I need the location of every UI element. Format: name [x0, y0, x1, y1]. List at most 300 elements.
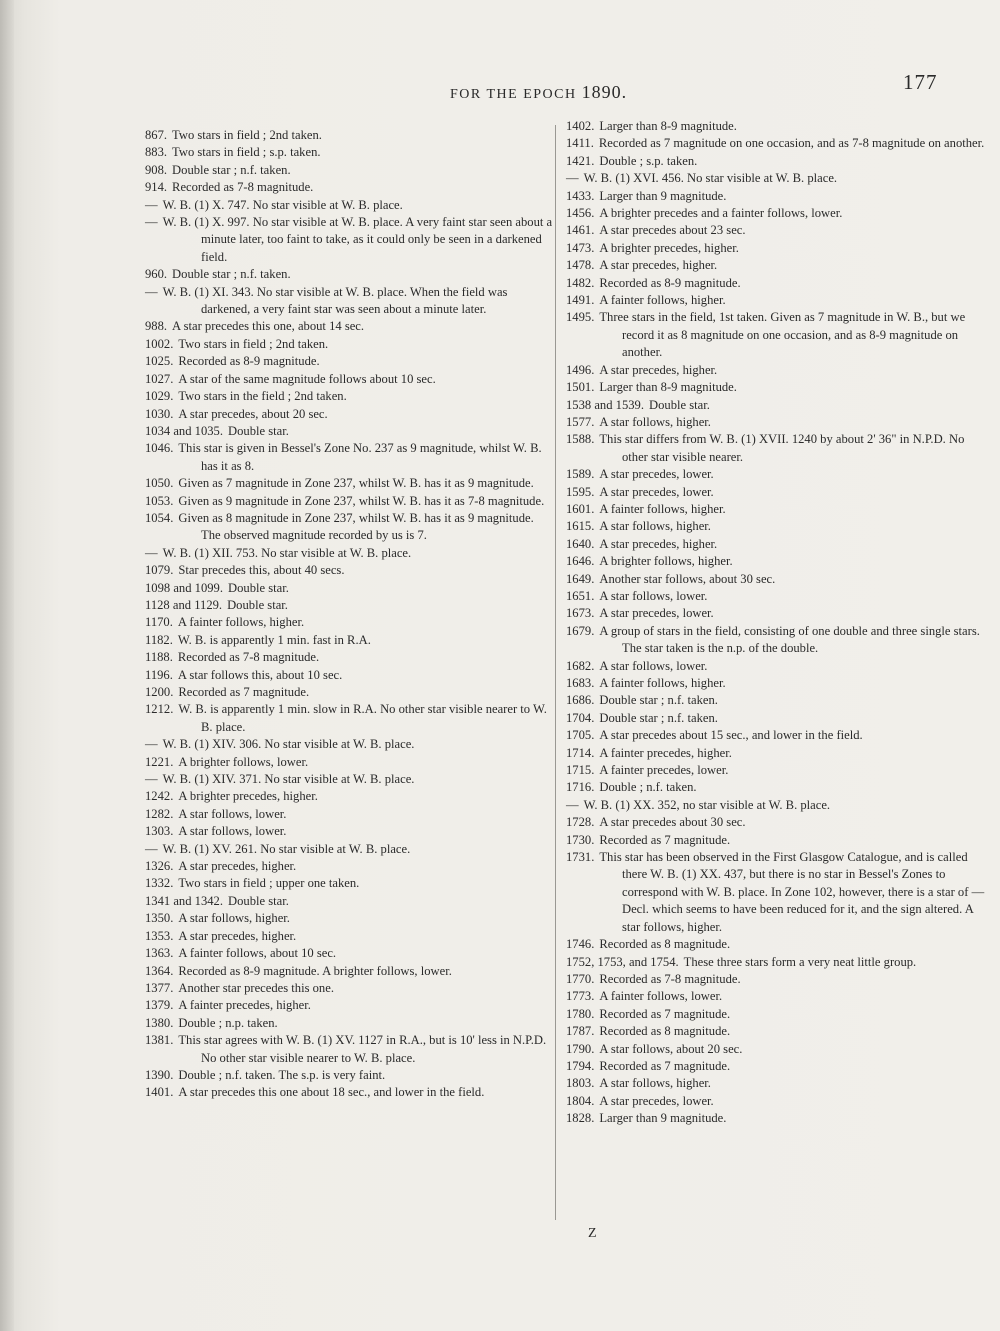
entry-number: 1577.	[566, 414, 595, 429]
entry-text: A star follows, higher.	[599, 414, 711, 429]
note-entry	[566, 484, 986, 501]
entry-text: Larger than 8-9 magnitude.	[599, 119, 737, 133]
entry-number: —	[145, 772, 158, 787]
entry-number: 1381.	[145, 1033, 174, 1048]
note-entry	[145, 440, 555, 475]
note-entry	[145, 788, 555, 805]
note-entry	[145, 997, 555, 1014]
entry-number: 1282.	[145, 806, 174, 821]
entry-number: 1242.	[145, 789, 174, 804]
entry-number: 1326.	[145, 859, 174, 874]
entry-text: A brighter follows, higher.	[599, 554, 733, 569]
entry-number: 1379.	[145, 998, 174, 1013]
note-entry	[566, 1075, 986, 1092]
entry-text: Three stars in the field, 1st taken. Given as 7 magnitude in W. B., but we record it as 8 magnitude on one occasion, and as 8-9 magnitude on another.	[599, 310, 966, 360]
entry-number: 1046.	[145, 441, 174, 456]
entry-text: A star precedes, higher.	[599, 258, 718, 273]
note-entry	[566, 362, 986, 379]
note-entry	[566, 536, 986, 553]
entry-text: A star precedes about 30 sec.	[599, 815, 746, 830]
entry-number: 914.	[145, 180, 168, 195]
note-entry	[566, 849, 986, 936]
entry-text: Double star ; n.f. taken.	[599, 693, 718, 708]
entry-number: 1705.	[566, 728, 595, 743]
note-entry	[145, 371, 555, 388]
entry-number: —	[145, 215, 158, 230]
entry-number: 1188.	[145, 650, 173, 665]
note-entry	[145, 127, 555, 144]
note-entry	[145, 910, 555, 927]
entry-text: W. B. (1) XVI. 456. No star visible at W. B. place.	[583, 171, 838, 186]
entry-text: Recorded as 7-8 magnitude.	[599, 971, 741, 986]
entry-text: Double star.	[228, 580, 289, 595]
note-entry	[566, 1093, 986, 1110]
entry-number: 1715.	[566, 763, 595, 778]
entry-text: Double ; n.f. taken.	[599, 780, 697, 795]
entry-text: Two stars in field ; upper one taken.	[178, 876, 360, 891]
entry-number: 1029.	[145, 389, 174, 404]
entry-number: 1401.	[145, 1085, 174, 1100]
entry-text: W. B. (1) XII. 753. No star visible at W. B. place.	[162, 545, 412, 560]
page-number: 177	[903, 70, 938, 94]
entry-text: Double star ; n.f. taken.	[599, 710, 718, 725]
entry-number: 1473.	[566, 240, 595, 255]
entry-text: Given as 7 magnitude in Zone 237, whilst W. B. has it as 9 magnitude.	[178, 476, 534, 491]
entry-number: 1002.	[145, 336, 174, 351]
entry-text: A brighter precedes, higher.	[599, 240, 739, 255]
note-entry	[566, 135, 986, 152]
entry-number: 1588.	[566, 432, 595, 447]
entry-text: A star precedes, higher.	[178, 859, 297, 874]
note-entry	[566, 658, 986, 675]
note-entry	[566, 518, 986, 535]
page-spine-shadow	[0, 0, 14, 1331]
entry-number: 1341 and 1342.	[145, 893, 224, 908]
entry-text: A star precedes, higher.	[599, 362, 718, 377]
entry-text: Recorded as 7-8 magnitude.	[177, 650, 320, 665]
signature-mark: Z	[588, 1226, 597, 1241]
note-entry	[566, 1041, 986, 1058]
entry-text: A brighter precedes, higher.	[178, 789, 318, 804]
entry-number: 1170.	[145, 615, 173, 630]
entry-text: Recorded as 7 magnitude.	[599, 1058, 731, 1073]
entry-number: 1421.	[566, 153, 595, 168]
entry-number: 1034 and 1035.	[145, 423, 224, 438]
entry-number: 1364.	[145, 963, 174, 978]
note-entry	[566, 832, 986, 849]
entry-text: Recorded as 7 magnitude.	[599, 1006, 731, 1021]
note-entry	[566, 205, 986, 222]
entry-text: A fainter precedes, higher.	[599, 745, 732, 760]
entry-number: 1350.	[145, 911, 174, 926]
entry-number: 1716.	[566, 780, 595, 795]
entry-number: —	[145, 197, 158, 212]
note-entry	[566, 745, 986, 762]
note-entry	[566, 936, 986, 953]
entry-text: Larger than 9 magnitude.	[599, 1111, 727, 1126]
note-entry	[145, 667, 555, 684]
note-entry	[145, 388, 555, 405]
entry-text: Double star.	[227, 597, 288, 612]
entry-number: 1411.	[566, 136, 594, 151]
entry-number: 1538 and 1539.	[566, 397, 645, 412]
note-entry	[145, 318, 555, 335]
entry-number: 1433.	[566, 188, 595, 203]
entry-text: W. B. (1) XIV. 306. No star visible at W. B. place.	[162, 737, 415, 752]
entry-text: Double ; n.f. taken. The s.p. is very faint.	[178, 1067, 386, 1082]
entry-number: 908.	[145, 162, 168, 177]
note-entry	[145, 336, 555, 353]
entry-text: A star of the same magnitude follows about 10 sec.	[178, 371, 436, 386]
entry-text: Another star follows, about 30 sec.	[599, 571, 776, 586]
entry-text: Recorded as 8-9 magnitude. A brighter follows, lower.	[178, 963, 452, 978]
entry-text: W. B. is apparently 1 min. slow in R.A. No other star visible nearer to W. B. place.	[178, 702, 547, 734]
entry-number: 1030.	[145, 406, 174, 421]
note-entry	[145, 806, 555, 823]
entry-text: W. B. (1) XX. 352, no star visible at W. B. place.	[583, 797, 831, 812]
entry-text: A star precedes, lower.	[599, 1093, 714, 1108]
entry-text: A brighter follows, lower.	[178, 754, 309, 769]
note-entry	[566, 1023, 986, 1040]
entry-number: 1714.	[566, 745, 595, 760]
entry-number: 1098 and 1099.	[145, 580, 224, 595]
entry-text: This star is given in Bessel's Zone No. 237 as 9 magnitude, whilst W. B. has it as 8.	[178, 441, 542, 473]
entry-number: 1303.	[145, 824, 174, 839]
note-entry	[145, 1015, 555, 1032]
entry-text: Double ; n.p. taken.	[178, 1015, 278, 1030]
note-entry	[566, 414, 986, 431]
note-entry	[566, 1006, 986, 1023]
entry-number: 1221.	[145, 754, 174, 769]
note-entry	[566, 1058, 986, 1075]
entry-number: 1640.	[566, 536, 595, 551]
entry-text: These three stars form a very neat little group.	[683, 954, 917, 969]
entry-text: Two stars in the field ; 2nd taken.	[178, 389, 347, 404]
entry-text: Recorded as 8-9 magnitude.	[178, 354, 320, 369]
entry-number: 1402.	[566, 119, 595, 133]
entry-number: 1050.	[145, 476, 174, 491]
note-entry	[145, 197, 555, 214]
entry-text: Two stars in field ; s.p. taken.	[172, 145, 321, 160]
note-entry	[145, 841, 555, 858]
entry-number: 1456.	[566, 206, 595, 221]
entry-number: 1773.	[566, 989, 595, 1004]
right-column	[566, 118, 986, 1128]
entry-text: Double star.	[649, 397, 710, 412]
entry-number: 1646.	[566, 554, 595, 569]
entry-number: 1196.	[145, 667, 173, 682]
entry-number: 1380.	[145, 1015, 174, 1030]
entry-text: Double star ; n.f. taken.	[172, 162, 291, 177]
entry-number: 1332.	[145, 876, 174, 891]
entry-text: Recorded as 8 magnitude.	[599, 937, 731, 952]
note-entry	[145, 980, 555, 997]
note-entry	[566, 727, 986, 744]
entry-number: 1377.	[145, 980, 174, 995]
entry-text: A fainter follows, about 10 sec.	[178, 946, 337, 961]
entry-number: 988.	[145, 319, 168, 334]
entry-text: Double star.	[228, 423, 289, 438]
entry-number: 1686.	[566, 693, 595, 708]
entry-text: W. B. (1) X. 997. No star visible at W. B. place. A very faint star seen about a minute later, too faint to take, as it could only be seen in a darkened field.	[162, 215, 553, 264]
note-entry	[145, 179, 555, 196]
note-entry	[145, 353, 555, 370]
note-entry	[145, 754, 555, 771]
entry-number: 1803.	[566, 1076, 595, 1091]
entry-text: Recorded as 7-8 magnitude.	[172, 180, 314, 195]
entry-number: 1595.	[566, 484, 595, 499]
entry-text: Two stars in field ; 2nd taken.	[172, 128, 322, 142]
note-entry	[145, 266, 555, 283]
entry-number: 1728.	[566, 815, 595, 830]
entry-text: A star follows, higher.	[599, 1076, 711, 1091]
entry-number: 1651.	[566, 588, 595, 603]
entry-number: —	[566, 797, 579, 812]
entry-text: Double star.	[228, 893, 289, 908]
entry-text: A fainter follows, higher.	[599, 293, 726, 308]
note-entry	[566, 692, 986, 709]
note-entry	[145, 580, 555, 597]
entry-text: A star follows, lower.	[599, 588, 708, 603]
entry-text: Another star precedes this one.	[178, 980, 334, 995]
note-entry	[566, 292, 986, 309]
note-entry	[145, 823, 555, 840]
note-entry	[566, 797, 986, 814]
entry-number: 1212.	[145, 702, 174, 717]
entry-number: 1128 and 1129.	[145, 597, 223, 612]
note-entry	[566, 571, 986, 588]
note-entry	[145, 875, 555, 892]
entry-number: 1589.	[566, 467, 595, 482]
entry-text: Recorded as 8 magnitude.	[599, 1024, 731, 1039]
note-entry	[145, 1067, 555, 1084]
entry-number: 1601.	[566, 501, 595, 516]
entry-text: A star precedes this one, about 14 sec.	[172, 319, 365, 334]
note-entry	[145, 684, 555, 701]
entry-text: A fainter follows, higher.	[599, 501, 726, 516]
entry-text: A star follows, lower.	[178, 806, 287, 821]
column-divider	[555, 125, 556, 1220]
entry-text: A fainter follows, higher.	[177, 615, 305, 630]
note-entry	[145, 771, 555, 788]
note-entry	[145, 701, 555, 736]
entry-text: W. B. (1) XI. 343. No star visible at W. B. place. When the field was darkened, a very faint star was seen about a minute later.	[162, 284, 508, 317]
entry-number: 1649.	[566, 571, 595, 586]
entry-text: A star follows this, about 10 sec.	[177, 667, 343, 682]
note-entry	[566, 675, 986, 692]
entry-number: 1390.	[145, 1067, 174, 1082]
note-entry	[566, 431, 986, 466]
entry-number: 1615.	[566, 519, 595, 534]
note-entry	[145, 144, 555, 161]
entry-text: A star precedes, lower.	[599, 484, 714, 499]
entry-text: Given as 8 magnitude in Zone 237, whilst W. B. has it as 9 magnitude. The observed magnitude recorded by us is 7.	[178, 510, 534, 543]
entry-number: 1804.	[566, 1093, 595, 1108]
entry-text: Recorded as 7 magnitude.	[178, 685, 310, 699]
header-year: 1890.	[581, 82, 628, 102]
entry-number: 1746.	[566, 937, 595, 952]
entry-text: A fainter follows, higher.	[599, 676, 726, 690]
entry-number: 1752, 1753, and 1754.	[566, 954, 679, 969]
note-entry	[145, 736, 555, 753]
entry-number: 1478.	[566, 258, 595, 273]
entry-text: Given as 9 magnitude in Zone 237, whilst W. B. has it as 7-8 magnitude.	[178, 493, 545, 508]
entry-number: 1787.	[566, 1024, 595, 1039]
entry-number: 867.	[145, 128, 168, 142]
entry-number: 1200.	[145, 685, 174, 699]
note-entry	[145, 475, 555, 492]
entry-text: A fainter precedes, higher.	[178, 998, 311, 1013]
note-entry	[566, 222, 986, 239]
entry-text: This star has been observed in the First Glasgow Catalogue, and is called there W. B. (1) XX. 437, but there is no star in Bessel's Zones to correspond with W. B. place. In Zone 102, however, there is a star of — Decl. which seems to have been reduced for it, and the sign altered. A star follows, higher.	[599, 850, 985, 934]
note-entry	[145, 649, 555, 666]
running-header	[450, 82, 627, 103]
entry-text: Recorded as 7 magnitude.	[599, 832, 731, 847]
note-entry	[566, 971, 986, 988]
entry-text: A star precedes about 15 sec., and lower in the field.	[599, 728, 863, 743]
entry-number: 1491.	[566, 293, 595, 308]
note-entry	[145, 406, 555, 423]
header-title: FOR THE EPOCH	[450, 87, 577, 102]
entry-text: A brighter precedes and a fainter follows, lower.	[599, 206, 843, 221]
entry-number: 1496.	[566, 362, 595, 377]
entry-text: A fainter precedes, lower.	[599, 763, 729, 778]
note-entry	[566, 118, 986, 135]
entry-text: A star precedes, lower.	[599, 606, 714, 621]
entry-number: 1495.	[566, 310, 595, 325]
entry-number: —	[145, 545, 158, 560]
entry-text: Double ; s.p. taken.	[599, 153, 698, 168]
entry-number: 1730.	[566, 832, 595, 847]
entry-number: 1683.	[566, 676, 595, 690]
note-entry	[566, 954, 986, 971]
note-entry	[145, 614, 555, 631]
entry-number: 1828.	[566, 1111, 595, 1126]
entry-number: 1794.	[566, 1058, 595, 1073]
entry-text: This star differs from W. B. (1) XVII. 1240 by about 2' 36" in N.P.D. No other star visible nearer.	[599, 432, 965, 464]
entry-text: Recorded as 8-9 magnitude.	[599, 275, 741, 290]
entry-text: A star follows, about 20 sec.	[599, 1041, 743, 1056]
entry-number: 1461.	[566, 223, 595, 238]
note-entry	[145, 928, 555, 945]
entry-number: 1079.	[145, 563, 174, 578]
entry-text: Double star ; n.f. taken.	[172, 267, 291, 282]
entry-text: A star precedes, higher.	[178, 928, 297, 943]
note-entry	[145, 858, 555, 875]
entry-number: 883.	[145, 145, 168, 160]
entry-number: 1731.	[566, 850, 595, 865]
note-entry	[566, 623, 986, 658]
entry-number: 1790.	[566, 1041, 595, 1056]
entry-text: Star precedes this, about 40 secs.	[178, 563, 345, 578]
entry-text: A star follows, higher.	[178, 911, 290, 926]
entry-number: 1027.	[145, 371, 174, 386]
note-entry	[566, 814, 986, 831]
note-entry	[145, 562, 555, 579]
entry-text: A star precedes, higher.	[599, 536, 718, 551]
note-entry	[145, 493, 555, 510]
entry-text: Two stars in field ; 2nd taken.	[178, 336, 329, 351]
note-entry	[566, 309, 986, 361]
entry-text: Recorded as 7 magnitude on one occasion, and as 7-8 magnitude on another.	[598, 136, 985, 151]
entry-number: —	[566, 171, 579, 186]
note-entry	[145, 963, 555, 980]
entry-number: 1780.	[566, 1006, 595, 1021]
entry-number: 1025.	[145, 354, 174, 369]
entry-number: 1053.	[145, 493, 174, 508]
entry-number: 1682.	[566, 658, 595, 673]
note-entry	[145, 597, 555, 614]
note-entry	[145, 632, 555, 649]
note-entry	[145, 510, 555, 545]
note-entry	[566, 170, 986, 187]
note-entry	[145, 545, 555, 562]
note-entry	[566, 379, 986, 396]
note-entry	[145, 945, 555, 962]
entry-number: 1770.	[566, 971, 595, 986]
note-entry	[566, 501, 986, 518]
note-entry	[566, 240, 986, 257]
entry-number: —	[145, 284, 158, 299]
note-entry	[145, 284, 555, 319]
entry-number: 1679.	[566, 623, 595, 638]
entry-text: W. B. is apparently 1 min. fast in R.A.	[177, 632, 371, 647]
entry-text: W. B. (1) XV. 261. No star visible at W. B. place.	[162, 841, 411, 856]
note-entry	[145, 423, 555, 440]
entry-number: —	[145, 841, 158, 856]
entry-number: 1182.	[145, 632, 173, 647]
entry-text: This star agrees with W. B. (1) XV. 1127 in R.A., but is 10' less in N.P.D. No other star visible nearer to W. B. place.	[178, 1033, 547, 1065]
entry-text: Larger than 9 magnitude.	[599, 188, 727, 203]
entry-text: A star follows, lower.	[178, 824, 287, 839]
note-entry	[566, 1110, 986, 1127]
entry-text: A star follows, lower.	[599, 658, 708, 673]
note-entry	[566, 762, 986, 779]
entry-number: 960.	[145, 267, 168, 282]
note-entry	[566, 988, 986, 1005]
note-entry	[566, 275, 986, 292]
note-entry	[145, 1032, 555, 1067]
note-entry	[145, 162, 555, 179]
entry-text: A star precedes, about 20 sec.	[178, 406, 328, 421]
entry-text: A star follows, higher.	[599, 519, 711, 534]
left-column	[145, 127, 555, 1102]
note-entry	[566, 466, 986, 483]
note-entry	[566, 257, 986, 274]
entry-number: 1363.	[145, 946, 174, 961]
entry-text: A fainter follows, lower.	[599, 989, 723, 1004]
entry-text: A group of stars in the field, consisting of one double and three single stars. The star taken is the n.p. of the double.	[599, 623, 980, 656]
note-entry	[566, 153, 986, 170]
entry-text: A star precedes this one about 18 sec., and lower in the field.	[178, 1085, 485, 1100]
note-entry	[566, 397, 986, 414]
note-entry	[145, 893, 555, 910]
entry-number: 1353.	[145, 928, 174, 943]
entry-text: A star precedes about 23 sec.	[599, 223, 746, 238]
entry-text: A star precedes, lower.	[599, 467, 714, 482]
entry-text: Larger than 8-9 magnitude.	[599, 380, 737, 395]
note-entry	[566, 779, 986, 796]
note-entry	[566, 710, 986, 727]
entry-number: 1673.	[566, 606, 595, 621]
entry-number: 1054.	[145, 510, 174, 525]
note-entry	[145, 214, 555, 266]
note-entry	[566, 588, 986, 605]
entry-text: W. B. (1) XIV. 371. No star visible at W. B. place.	[162, 772, 415, 787]
entry-number: 1482.	[566, 275, 595, 290]
note-entry	[566, 605, 986, 622]
entry-text: W. B. (1) X. 747. No star visible at W. B. place.	[162, 197, 403, 212]
